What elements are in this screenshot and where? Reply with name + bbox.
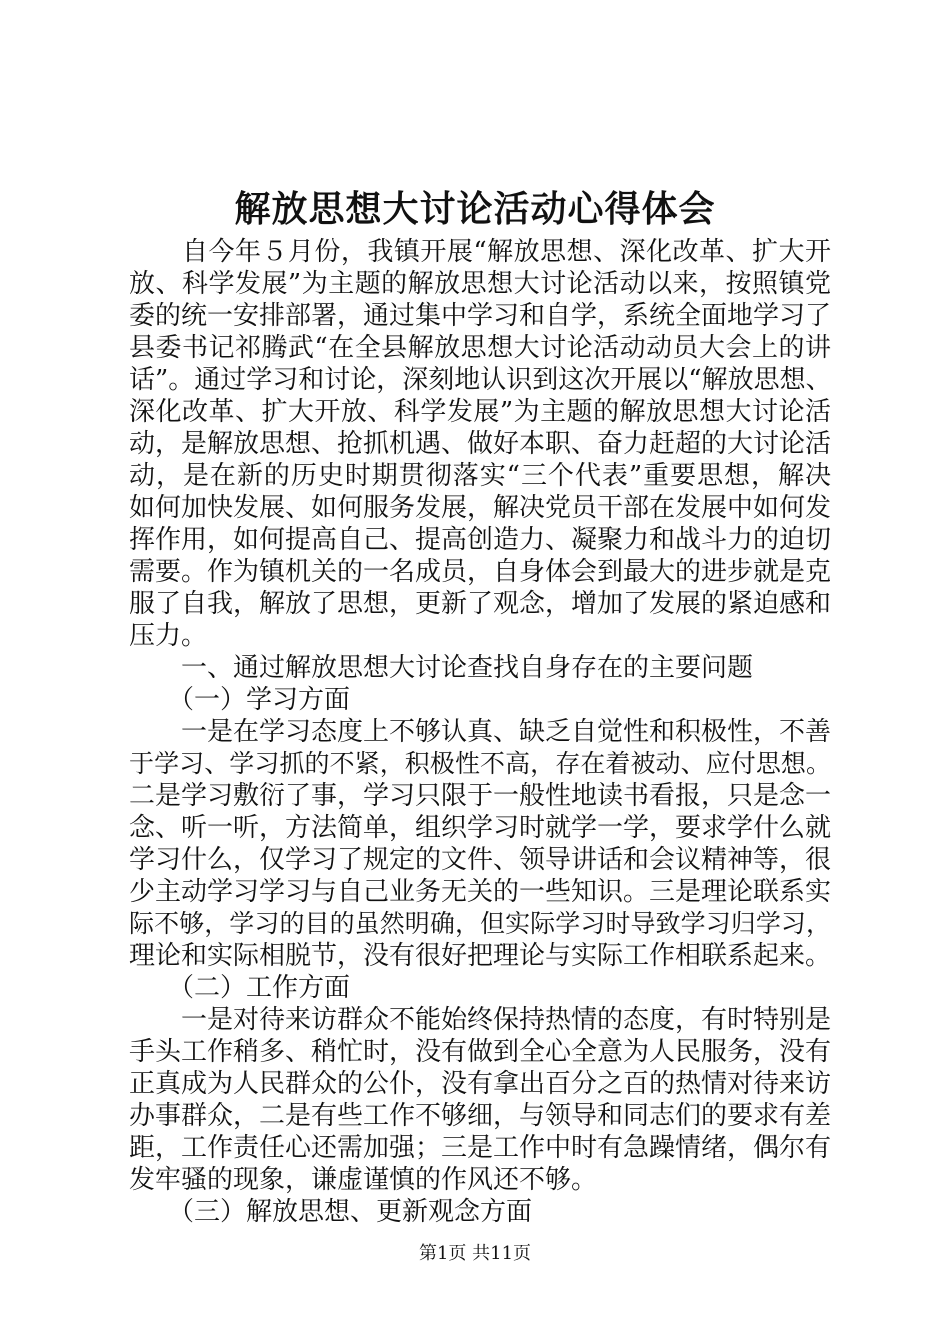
body-line: 挥作用，如何提高自己、提高创造力、凝聚力和战斗力的迫切 — [129, 525, 832, 555]
body-line: 正真成为人民群众的公仆，没有拿出百分之百的热情对待来访 — [129, 1069, 832, 1099]
body-line: 念、听一听，方法简单，组织学习时就学一学，要求学什么就 — [129, 813, 832, 843]
body-line: 理论和实际相脱节，没有很好把理论与实际工作相联系起来。 — [129, 941, 832, 971]
body-line: 二是学习敷衍了事，学习只限于一般性地读书看报，只是念一 — [129, 781, 832, 811]
document-body — [129, 236, 831, 1228]
body-line: 如何加快发展、如何服务发展，解决党员干部在发展中如何发 — [129, 493, 832, 523]
body-line: 自今年５月份，我镇开展“解放思想、深化改革、扩大开 — [129, 237, 831, 267]
document-title: 解放思想大讨论活动心得体会 — [234, 188, 716, 230]
body-line: 动，是解放思想、抢抓机遇、做好本职、奋力赶超的大讨论活 — [129, 429, 832, 459]
body-line: 际不够，学习的目的虽然明确，但实际学习时导致学习归学习， — [129, 909, 831, 938]
body-line: 需要。作为镇机关的一名成员，自身体会到最大的进步就是克 — [129, 557, 832, 587]
body-line: 一是在学习态度上不够认真、缺乏自觉性和积极性，不善 — [129, 717, 832, 747]
page-footer: 第1页 共11页 — [418, 1243, 532, 1264]
body-line: （一）学习方面 — [129, 685, 351, 715]
body-line: 话”。通过学习和讨论，深刻地认识到这次开展以“解放思想、 — [129, 365, 832, 395]
body-line: 动，是在新的历史时期贯彻落实“三个代表”重要思想，解决 — [129, 461, 831, 491]
body-line: 放、科学发展”为主题的解放思想大讨论活动以来，按照镇党 — [129, 269, 831, 299]
body-line: 一、通过解放思想大讨论查找自身存在的主要问题 — [129, 653, 754, 683]
body-line: 手头工作稍多、稍忙时，没有做到全心全意为人民服务，没有 — [129, 1037, 832, 1067]
body-line: （三）解放思想、更新观念方面 — [129, 1197, 533, 1227]
body-line: 办事群众，二是有些工作不够细，与领导和同志们的要求有差 — [129, 1101, 832, 1131]
body-line: （二）工作方面 — [129, 973, 351, 1003]
body-line: 县委书记祁腾武“在全县解放思想大讨论活动动员大会上的讲 — [129, 333, 831, 363]
body-line: 委的统一安排部署，通过集中学习和自学，系统全面地学习了 — [129, 301, 832, 331]
body-line: 少主动学习学习与自己业务无关的一些知识。三是理论联系实 — [129, 877, 832, 907]
body-line: 深化改革、扩大开放、科学发展”为主题的解放思想大讨论活 — [129, 397, 831, 427]
body-line: 服了自我，解放了思想，更新了观念，增加了发展的紧迫感和 — [129, 589, 832, 619]
body-line: 距，工作责任心还需加强；三是工作中时有急躁情绪，偶尔有 — [129, 1133, 832, 1163]
body-line: 发牢骚的现象，谦虚谨慎的作风还不够。 — [129, 1165, 598, 1195]
body-line: 一是对待来访群众不能始终保持热情的态度，有时特别是 — [129, 1005, 832, 1035]
body-line: 学习什么，仅学习了规定的文件、领导讲话和会议精神等，很 — [129, 845, 832, 875]
body-line: 压力。 — [129, 621, 208, 651]
body-line: 于学习、学习抓的不紧，积极性不高，存在着被动、应付思想。 — [129, 749, 831, 778]
